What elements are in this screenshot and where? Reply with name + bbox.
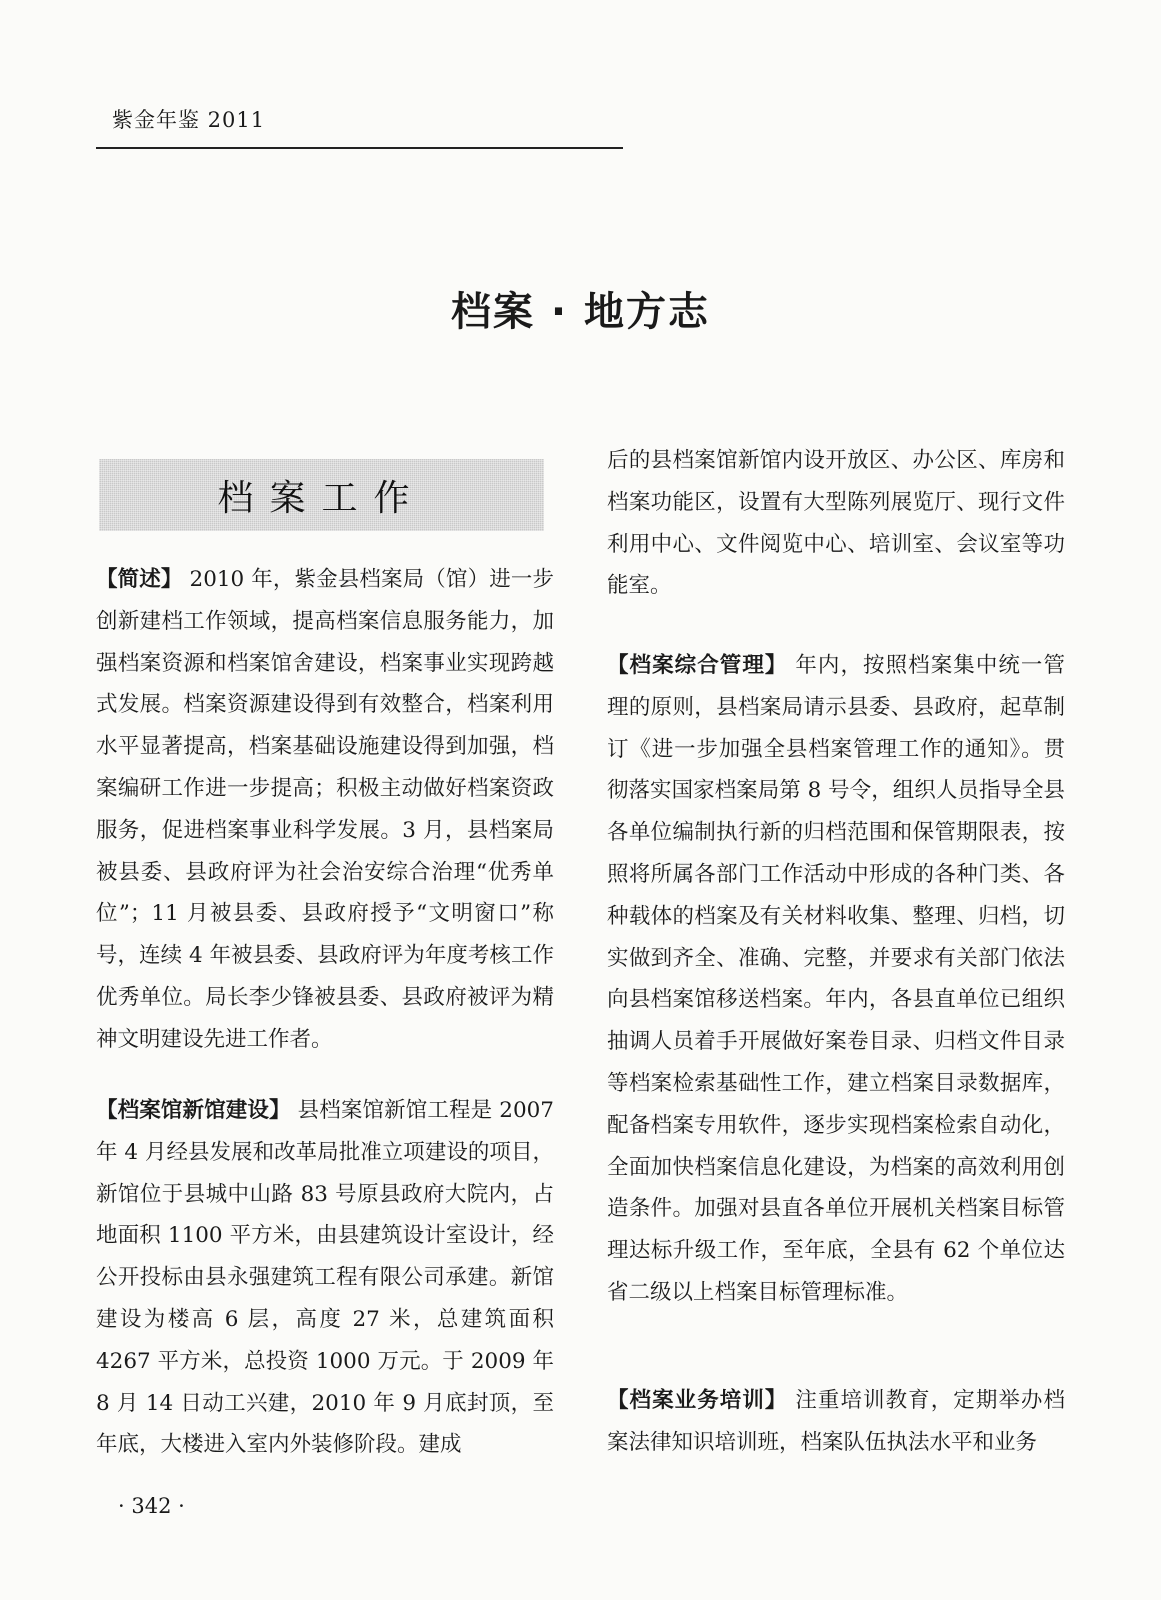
paragraph-heading: 【档案综合管理】 (607, 653, 788, 678)
paragraph-new-building (96, 1090, 554, 1476)
paragraph-overview (96, 559, 554, 1065)
paragraph-continuation (607, 440, 1065, 610)
paragraph-text: 县档案馆新馆工程是 2007 年 4 月经县发展和改革局批准立项建设的项目，新馆位于县城中山路 83 号原县政府大院内，占地面积 1100 平方米，由县建筑设计室设计，经公开投标由县永强建筑工程有限公司承建。新馆建设为楼高 6 层，高度 27 米，总建筑面积 4267 平方米，总投资 1000 万元。于 2009 年 8 月 14 日动工兴建，2010 年 9 月底封顶，至年底，大楼进入室内外装修阶段。建成 (96, 1098, 554, 1458)
left-column (96, 0, 554, 1600)
paragraph-heading: 【档案馆新馆建设】 (96, 1098, 291, 1123)
right-column (607, 0, 1065, 1600)
paragraph-training (607, 1380, 1065, 1470)
section-title: 档案 · 地方志 (450, 289, 711, 335)
paragraph-text: 后的县档案馆新馆内设开放区、办公区、库房和档案功能区，设置有大型陈列展览厅、现行文件利用中心、文件阅览中心、培训室、会议室等功能室。 (607, 448, 1065, 599)
banner-title: 档案工作 (217, 477, 426, 519)
paragraph-heading: 【简述】 (96, 567, 183, 592)
running-head: 紫金年鉴 2011 (112, 108, 266, 132)
paragraph-text: 注重培训教育，定期举办档案法律知识培训班，档案队伍执法水平和业务 (607, 1388, 1065, 1455)
paragraph-comprehensive-management (607, 645, 1065, 1335)
paragraph-text: 2010 年，紫金县档案局（馆）进一步创新建档工作领域，提高档案信息服务能力，加强档案资源和档案馆舍建设，档案事业实现跨越式发展。档案资源建设得到有效整合，档案利用水平显著提高，档案基础设施建设得到加强，档案编研工作进一步提高；积极主动做好档案资政服务，促进档案事业科学发展。3 月，县档案局被县委、县政府评为社会治安综合治理“优秀单位”；11 月被县委、县政府授予“文明窗口”称号，连续 4 年被县委、县政府评为年度考核工作优秀单位。局长李少锋被县委、县政府被评为精神文明建设先进工作者。 (96, 567, 554, 1052)
page-number: · 342 · (118, 1494, 185, 1518)
paragraph-text: 年内，按照档案集中统一管理的原则，县档案局请示县委、县政府，起草制订《进一步加强全县档案管理工作的通知》。贯彻落实国家档案局第 8 号令，组织人员指导全县各单位编制执行新的归档范围和保管期限表，按照将所属各部门工作活动中形成的各种门类、各种载体的档案及有关材料收集、整理、归档，切实做到齐全、准确、完整，并要求有关部门依法向县档案馆移送档案。年内，各县直单位已组织抽调人员着手开展做好案卷目录、归档文件目录等档案检索基础性工作，建立档案目录数据库，配备档案专用软件，逐步实现档案检索自动化，全面加快档案信息化建设，为档案的高效利用创造条件。加强对县直各单位开展机关档案目标管理达标升级工作，至年底，全县有 62 个单位达省二级以上档案目标管理标准。 (607, 653, 1065, 1305)
paragraph-heading: 【档案业务培训】 (607, 1388, 788, 1413)
